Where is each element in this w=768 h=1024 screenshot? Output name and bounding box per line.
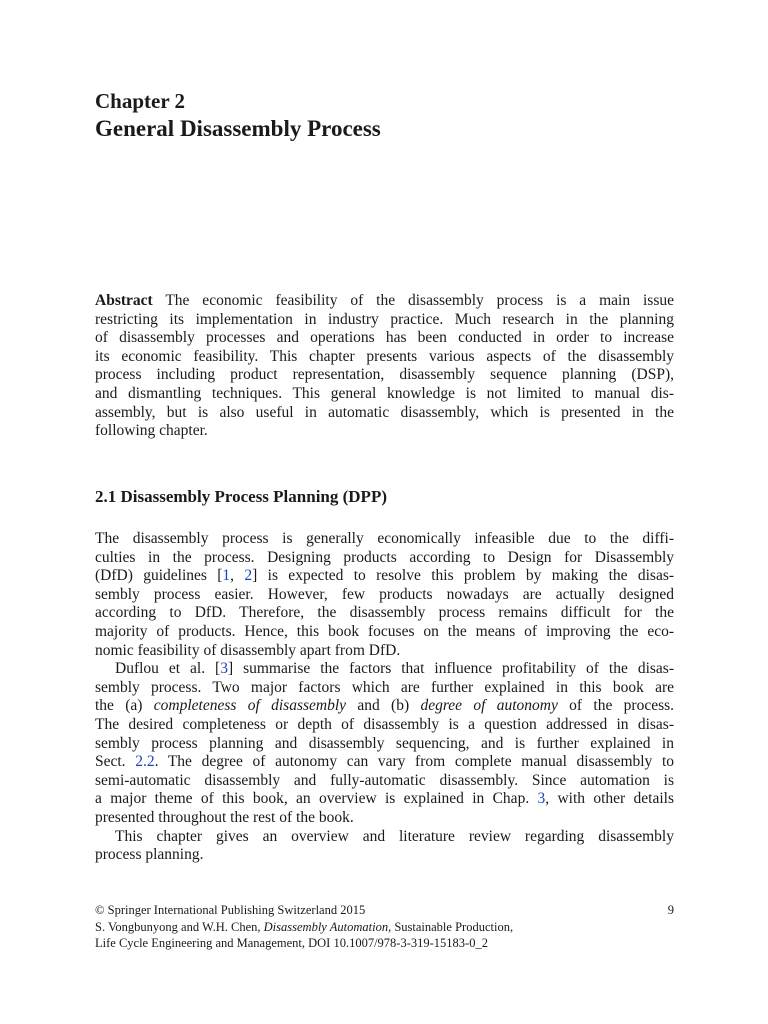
abstract-line: restricting its implementation in industry practice. Much research in the planning [95,310,674,328]
chapter-label: Chapter 2 [95,89,186,113]
abstract-line: assembly, but is also useful in automatic disassembly, which is presented in the [95,403,674,421]
body-line: a major theme of this book, an overview is explained in Chap. 3, with other details [95,790,674,808]
citation-link-3[interactable]: 3 [220,660,228,678]
body-line: sembly process planning and disassembly sequencing, and is further explained in [95,734,674,752]
body-line: the (a) completeness of disassembly and (b) degree of autonomy of the process. [95,697,675,715]
abstract-line: its economic feasibility. This chapter presents various aspects of the disassembly [95,347,674,365]
copyright-line: © Springer International Publishing Switzerland 2015 [95,903,366,917]
body-line: Sect. 2.2. The degree of autonomy can vary from complete manual disassembly to [95,753,675,771]
citation-line: S. Vongbunyong and W.H. Chen, Disassembly Automation, Sustainable Production, [95,919,514,934]
section-heading: 2.1 Disassembly Process Planning (DPP) [95,487,387,506]
body-text [95,530,674,865]
body-line: The desired completeness or depth of disassembly is a question addressed in disas- [95,715,674,733]
chapter-title: General Disassembly Process [95,116,381,141]
footer [95,902,674,952]
body-line: Duflou et al. [3] summarise the factors that influence profitability of the disas- [115,660,674,678]
body-line: sembly process easier. However, few products nowadays are actually designed [95,585,674,603]
citation-link-2[interactable]: 2 [244,567,253,585]
abstract-line: following chapter. [95,422,208,440]
body-line: This chapter gives an overview and literature review regarding disassembly [115,827,674,845]
page-number: 9 [667,903,674,917]
abstract-line: process including product representation, disassembly sequence planning (DSP), [95,366,674,384]
abstract-label: Abstract [95,292,153,309]
body-line: The disassembly process is generally economically infeasible due to the diffi- [95,530,674,547]
citation-link-1[interactable]: 1 [222,567,231,585]
abstract-line: of disassembly processes and operations has been conducted in order to increase [95,329,674,347]
chapter-link-3[interactable]: 3 [537,790,546,808]
abstract-line: Abstract The economic feasibility of the disassembly process is a main issue [95,292,674,309]
body-line: culties in the process. Designing products according to Design for Disassembly [95,548,674,566]
section-link-2-2[interactable]: 2.2 [135,753,155,771]
doi-line: Life Cycle Engineering and Management, DOI 10.1007/978-3-319-15183-0_2 [95,936,488,950]
body-line: sembly process. Two major factors which are further explained in this book are [95,678,674,696]
body-line: semi-automatic disassembly and fully-automatic disassembly. Since automation is [95,771,674,789]
body-line: presented throughout the rest of the book. [95,808,354,826]
body-line: majority of products. Hence, this book focuses on the means of improving the eco- [95,622,674,640]
abstract-line: and dismantling techniques. This general knowledge is not limited to manual dis- [95,384,674,402]
abstract [95,292,674,441]
body-line: process planning. [95,846,204,864]
body-line: nomic feasibility of disassembly apart from DfD. [95,641,401,659]
body-line: (DfD) guidelines [1, 2] is expected to resolve this problem by making the disas- [95,567,675,585]
body-line: according to DfD. Therefore, the disassembly process remains difficult for the [95,604,674,622]
